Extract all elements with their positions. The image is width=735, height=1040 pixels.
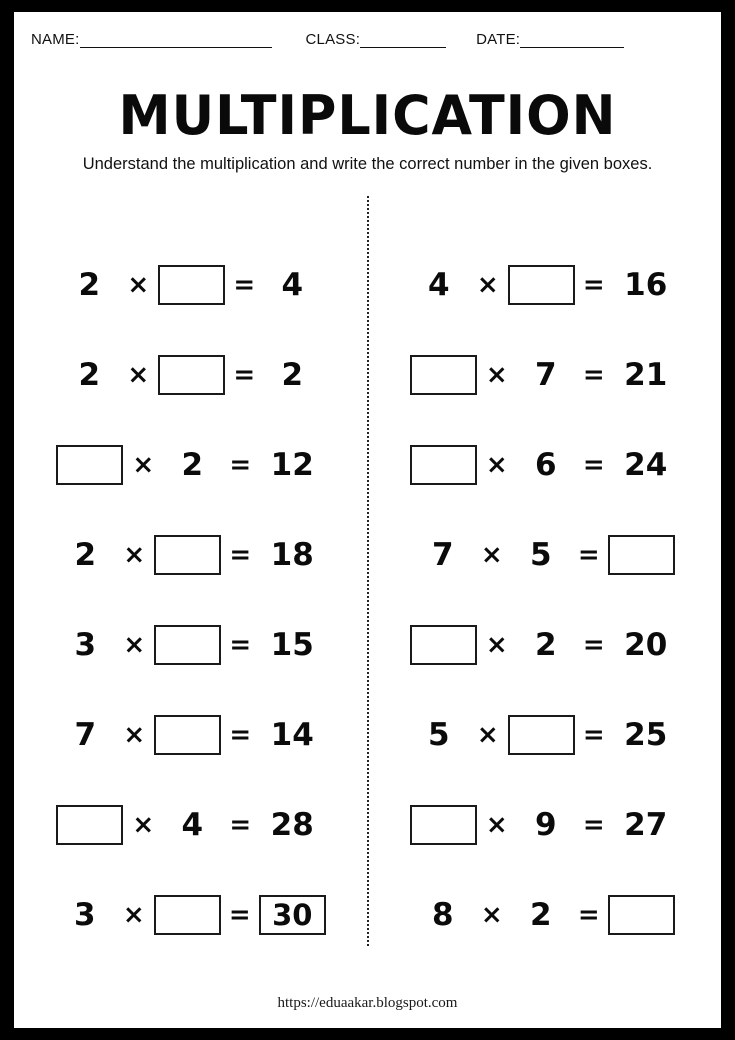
operand-a: 3 [73, 897, 96, 933]
answer-box[interactable] [508, 265, 575, 305]
operand-b: 2 [534, 627, 557, 663]
answer-box[interactable] [154, 535, 221, 575]
multiply-symbol: × [485, 450, 508, 480]
operand-b: 6 [534, 447, 557, 483]
equals-symbol: = [582, 360, 605, 390]
equals-symbol: = [582, 720, 605, 750]
equals-symbol: = [229, 450, 252, 480]
worksheet-page [14, 12, 721, 1028]
operand-a: 7 [74, 717, 97, 753]
answer-box[interactable] [56, 445, 123, 485]
result: 16 [624, 267, 668, 303]
operand-a: 7 [431, 537, 454, 573]
multiply-symbol: × [485, 810, 508, 840]
result: 28 [270, 807, 314, 843]
problem-row [368, 870, 722, 960]
result: 12 [270, 447, 314, 483]
operand-a: 2 [74, 537, 97, 573]
result: 21 [624, 357, 668, 393]
problem-row [14, 510, 368, 600]
multiply-symbol: × [122, 900, 145, 930]
name-label: NAME: [31, 30, 80, 48]
multiply-symbol: × [123, 720, 146, 750]
multiply-symbol: × [485, 630, 508, 660]
problem-row [368, 690, 722, 780]
equals-symbol: = [582, 270, 605, 300]
problem-row [368, 600, 722, 690]
multiply-symbol: × [480, 900, 503, 930]
operand-a: 3 [74, 627, 97, 663]
result: 14 [270, 717, 314, 753]
answer-box[interactable] [154, 625, 221, 665]
answer-box[interactable] [608, 535, 675, 575]
problem-row [14, 600, 368, 690]
answer-box[interactable] [508, 715, 575, 755]
result: 25 [624, 717, 668, 753]
answer-box[interactable] [410, 355, 477, 395]
result: 2 [281, 357, 304, 393]
multiply-symbol: × [480, 540, 503, 570]
answer-box[interactable] [56, 805, 123, 845]
multiply-symbol: × [485, 360, 508, 390]
result-boxed: 30 [259, 895, 326, 935]
equals-symbol: = [582, 810, 605, 840]
class-label: CLASS: [305, 30, 361, 48]
multiply-symbol: × [132, 810, 155, 840]
instructions: Understand the multiplication and write the correct number in the given boxes. [82, 155, 653, 173]
answer-box[interactable] [158, 265, 225, 305]
operand-b: 4 [181, 807, 204, 843]
left-problem-column [14, 240, 368, 960]
footer-url: https://eduaakar.blogspot.com [277, 995, 458, 1011]
operand-a: 4 [427, 267, 450, 303]
result: 20 [624, 627, 668, 663]
answer-box[interactable] [154, 895, 221, 935]
multiply-symbol: × [132, 450, 155, 480]
class-field[interactable] [306, 31, 447, 48]
equals-symbol: = [582, 630, 605, 660]
date-field[interactable] [476, 31, 624, 48]
problem-row [14, 780, 368, 870]
equals-symbol: = [577, 540, 600, 570]
operand-b: 5 [529, 537, 552, 573]
problem-row [368, 780, 722, 870]
problem-row [368, 330, 722, 420]
equals-symbol: = [229, 630, 252, 660]
class-write-line[interactable] [360, 34, 446, 48]
result: 27 [624, 807, 668, 843]
operand-a: 2 [78, 357, 101, 393]
multiply-symbol: × [127, 360, 150, 390]
date-label: DATE: [476, 30, 521, 48]
name-field[interactable] [31, 31, 272, 48]
operand-a: 5 [427, 717, 450, 753]
operand-a: 8 [431, 897, 454, 933]
answer-box[interactable] [154, 715, 221, 755]
right-problem-column [368, 240, 722, 960]
problem-row [14, 330, 368, 420]
equals-symbol: = [233, 270, 256, 300]
problem-row [368, 420, 722, 510]
result: 15 [270, 627, 314, 663]
problem-row [14, 420, 368, 510]
name-write-line[interactable] [80, 34, 272, 48]
equals-symbol: = [229, 540, 252, 570]
answer-box[interactable] [410, 805, 477, 845]
equals-symbol: = [229, 810, 252, 840]
equals-symbol: = [582, 450, 605, 480]
problem-row [368, 240, 722, 330]
multiply-symbol: × [127, 270, 150, 300]
answer-box[interactable] [410, 625, 477, 665]
answer-box[interactable] [410, 445, 477, 485]
date-write-line[interactable] [520, 34, 624, 48]
student-info-row [14, 26, 721, 52]
problem-row [14, 870, 368, 960]
multiply-symbol: × [123, 540, 146, 570]
operand-a: 2 [78, 267, 101, 303]
operand-b: 9 [534, 807, 557, 843]
operand-b: 7 [534, 357, 557, 393]
answer-box[interactable] [608, 895, 675, 935]
operand-b: 2 [529, 897, 552, 933]
result: 18 [270, 537, 314, 573]
result: 4 [281, 267, 304, 303]
result: 24 [624, 447, 668, 483]
equals-symbol: = [228, 900, 251, 930]
answer-box[interactable] [158, 355, 225, 395]
equals-symbol: = [577, 900, 600, 930]
problems-area [14, 240, 721, 960]
page-title: MULTIPLICATION [118, 84, 617, 147]
equals-symbol: = [229, 720, 252, 750]
multiply-symbol: × [123, 630, 146, 660]
operand-b: 2 [181, 447, 204, 483]
multiply-symbol: × [476, 270, 499, 300]
problem-row [14, 240, 368, 330]
equals-symbol: = [233, 360, 256, 390]
multiply-symbol: × [476, 720, 499, 750]
problem-row [14, 690, 368, 780]
problem-row [368, 510, 722, 600]
